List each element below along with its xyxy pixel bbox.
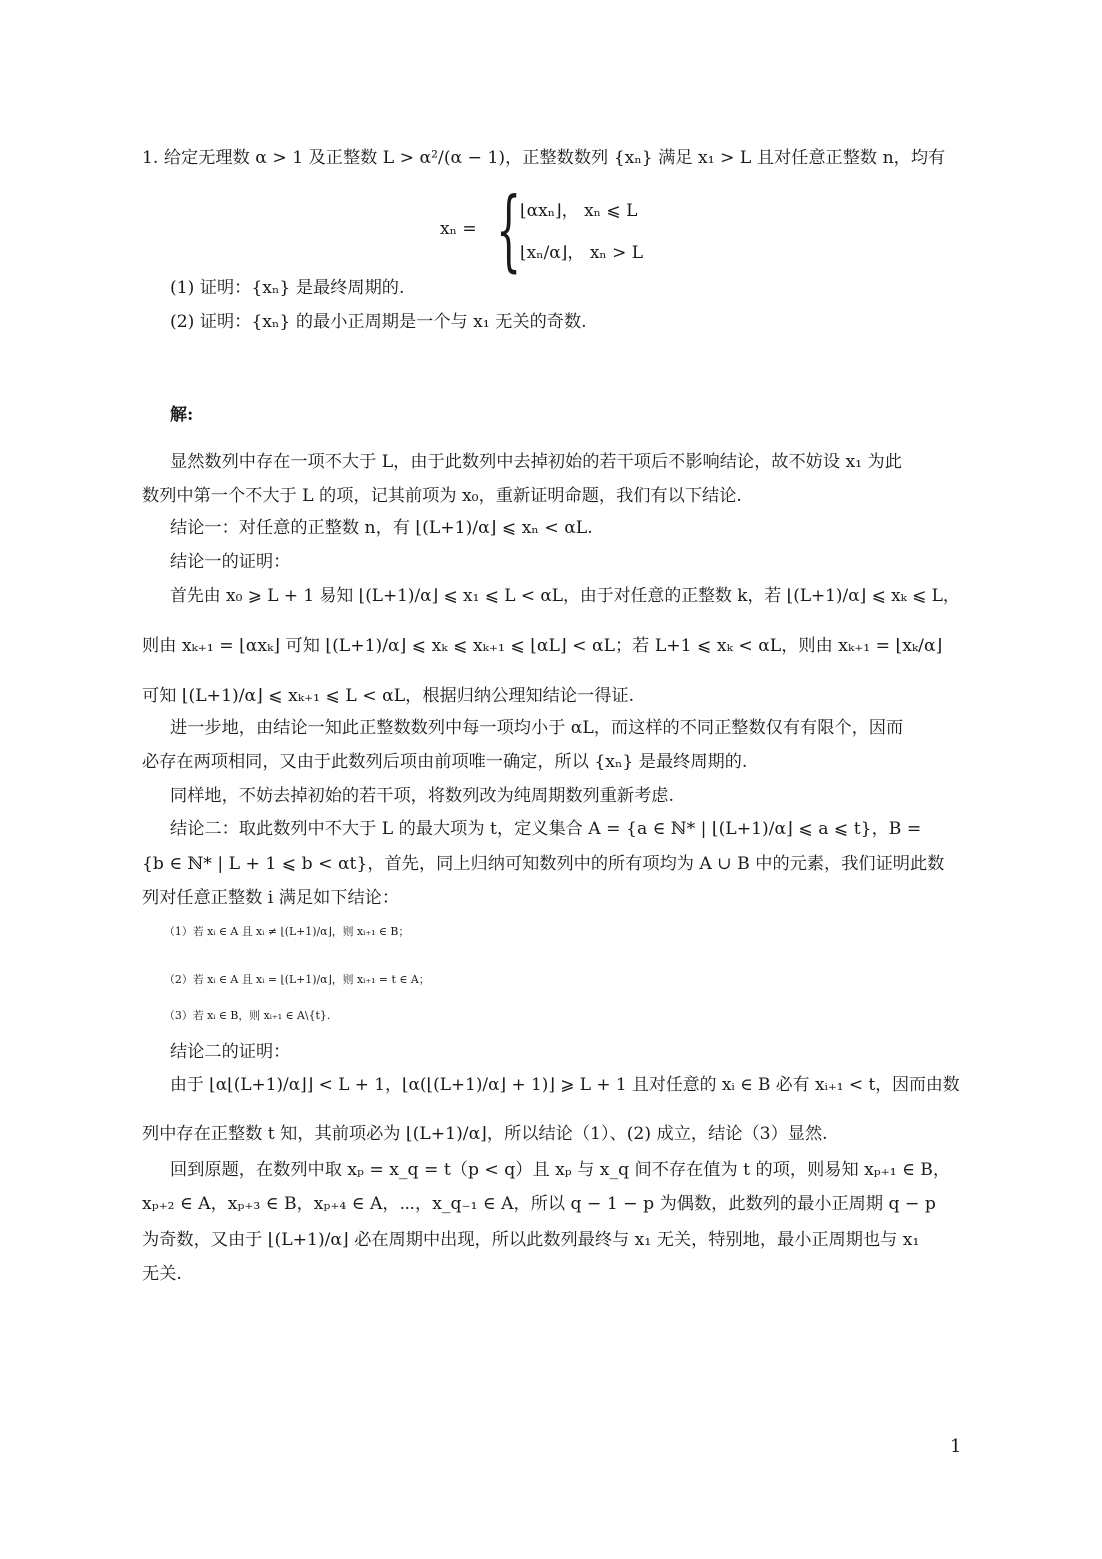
- solution-line-20: 回到原题，在数列中取 xₚ = x_q = t（p < q）且 xₚ 与 x_q 间不存在值为 t 的项，则易知 xₚ₊₁ ∈ B，: [170, 1160, 951, 1180]
- case-brace: {: [496, 178, 522, 281]
- solution-line-10: 同样地，不妨去掉初始的若干项，将数列改为纯周期数列重新考虑.: [170, 786, 674, 806]
- solution-line-22: 为奇数，又由于 ⌊(L+1)/α⌋ 必在周期中出现，所以此数列最终与 x₁ 无关，特别地，最小正周期也与 x₁: [142, 1230, 920, 1250]
- solution-line-08: 进一步地，由结论一知此正整数数列中每一项均小于 αL，而这样的不同正整数仅有有限个，因而: [170, 718, 904, 738]
- solution-line-04: 结论一的证明：: [170, 552, 291, 572]
- solution-line-19: 列中存在正整数 t 知，其前项必为 ⌊(L+1)/α⌋，所以结论（1）、(2) 成立，结论（3）显然.: [142, 1124, 828, 1144]
- solution-line-06: 则由 xₖ₊₁ = ⌊αxₖ⌋ 可知 ⌊(L+1)/α⌋ ⩽ xₖ ⩽ xₖ₊₁ ⩽ ⌊αL⌋ < αL；若 L+1 ⩽ xₖ < αL，则由 xₖ₊₁ = ⌊xₖ/α⌋: [142, 636, 943, 656]
- case-2: ⌊xₙ/α⌋， xₙ > L: [520, 243, 644, 263]
- case-1: ⌊αxₙ⌋， xₙ ⩽ L: [520, 201, 638, 221]
- solution-line-09: 必存在两项相同，又由于此数列后项由前项唯一确定，所以 {xₙ} 是最终周期的.: [142, 752, 748, 772]
- solution-line-18: 由于 ⌊α⌊(L+1)/α⌋⌋ < L + 1，⌊α(⌊(L+1)/α⌋ + 1)⌋ ⩾ L + 1 且对任意的 xᵢ ∈ B 必有 xᵢ₊₁ < t，因而由数: [170, 1074, 960, 1094]
- solution-line-17: 结论二的证明：: [170, 1042, 291, 1062]
- solution-heading: 解:: [170, 405, 194, 425]
- solution-line-01: 显然数列中存在一项不大于 L，由于此数列中去掉初始的若干项后不影响结论，故不妨设 x₁ 为此: [170, 452, 902, 472]
- solution-line-15: （2）若 xᵢ ∈ A 且 xᵢ = ⌊(L+1)/α⌋，则 xᵢ₊₁ = t ∈ A；: [164, 973, 430, 986]
- solution-line-13: 列对任意正整数 i 满足如下结论：: [142, 888, 400, 908]
- solution-line-11: 结论二：取此数列中不大于 L 的最大项为 t，定义集合 A = {a ∈ ℕ* | ⌊(L+1)/α⌋ ⩽ a ⩽ t}，B =: [170, 819, 922, 839]
- solution-line-03: 结论一：对任意的正整数 n，有 ⌊(L+1)/α⌋ ⩽ xₙ < αL.: [170, 518, 593, 538]
- solution-line-14: （1）若 xᵢ ∈ A 且 xᵢ ≠ ⌊(L+1)/α⌋，则 xᵢ₊₁ ∈ B；: [164, 925, 410, 938]
- problem-part-2: (2) 证明：{xₙ} 的最小正周期是一个与 x₁ 无关的奇数.: [170, 312, 587, 332]
- solution-line-21: xₚ₊₂ ∈ A，xₚ₊₃ ∈ B，xₚ₊₄ ∈ A，⋯，x_q₋₁ ∈ A，所以 q − 1 − p 为偶数，此数列的最小正周期 q − p: [142, 1194, 936, 1214]
- solution-line-23: 无关.: [142, 1264, 182, 1284]
- problem-statement: 1. 给定无理数 α > 1 及正整数 L > α²/(α − 1)，正整数数列 {xₙ} 满足 x₁ > L 且对任意正整数 n，均有: [142, 148, 946, 168]
- solution-line-05: 首先由 x₀ ⩾ L + 1 易知 ⌊(L+1)/α⌋ ⩽ x₁ ⩽ L < αL，由于对任意的正整数 k，若 ⌊(L+1)/α⌋ ⩽ xₖ ⩽ L，: [170, 585, 960, 605]
- solution-line-16: （3）若 xᵢ ∈ B，则 xᵢ₊₁ ∈ A\{t}.: [164, 1009, 331, 1022]
- solution-line-07: 可知 ⌊(L+1)/α⌋ ⩽ xₖ₊₁ ⩽ L < αL，根据归纳公理知结论一得证.: [142, 686, 635, 706]
- case-lhs: xₙ =: [440, 219, 477, 239]
- solution-line-12: {b ∈ ℕ* | L + 1 ⩽ b < αt}，首先，同上归纳可知数列中的所有项均为 A ∪ B 中的元素，我们证明此数: [142, 854, 945, 874]
- problem-part-1: (1) 证明：{xₙ} 是最终周期的.: [170, 278, 405, 298]
- solution-line-02: 数列中第一个不大于 L 的项，记其前项为 x₀，重新证明命题，我们有以下结论.: [142, 486, 742, 506]
- page-number: 1: [950, 1436, 962, 1457]
